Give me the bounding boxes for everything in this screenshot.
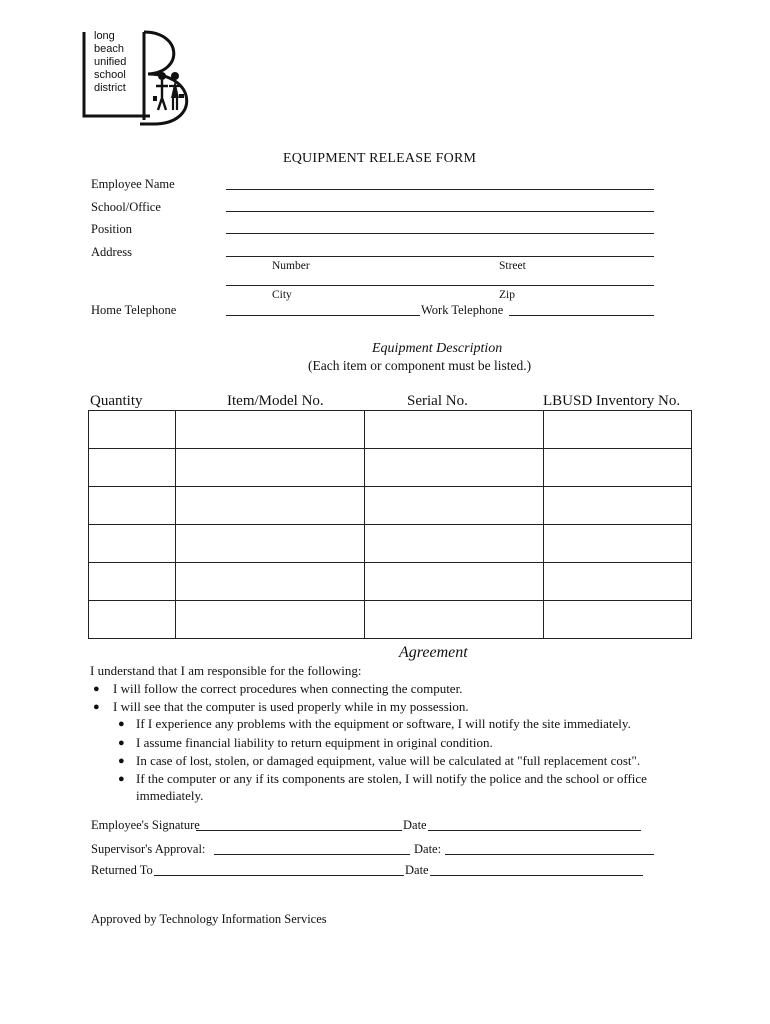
table-row [89, 601, 692, 639]
address-label: Address [91, 245, 132, 259]
bullet-icon: ● [118, 718, 125, 730]
logo-text-line: unified [94, 56, 127, 68]
table-cell[interactable] [365, 601, 544, 639]
employee-signature-label: Employee's Signature [91, 818, 200, 832]
table-cell[interactable] [89, 449, 176, 487]
column-header-inventory: LBUSD Inventory No. [543, 393, 681, 409]
work-telephone-label: Work Telephone [421, 303, 504, 317]
table-cell[interactable] [544, 411, 692, 449]
home-telephone-field[interactable] [226, 315, 420, 316]
position-label: Position [91, 222, 132, 236]
employee-date-field[interactable] [428, 830, 641, 831]
agreement-subitem: If the computer or any if its components are stolen, I will notify the police and the school or office [136, 771, 647, 786]
supervisor-date-field[interactable] [445, 854, 654, 855]
form-title: EQUIPMENT RELEASE FORM [283, 151, 477, 166]
zip-caption: Zip [499, 289, 515, 301]
address-city-field[interactable] [226, 285, 654, 286]
supervisor-date-label: Date: [414, 842, 442, 856]
table-row [89, 449, 692, 487]
agreement-subitem-continued: immediately. [136, 788, 204, 803]
agreement-subitem: I assume financial liability to return equipment in original condition. [136, 735, 493, 750]
table-cell[interactable] [176, 563, 365, 601]
returned-date-label: Date [405, 863, 429, 877]
address-street-field[interactable] [226, 256, 654, 257]
table-cell[interactable] [89, 563, 176, 601]
table-cell[interactable] [89, 601, 176, 639]
logo-text-line: long [94, 30, 115, 42]
table-cell[interactable] [365, 411, 544, 449]
supervisor-approval-field[interactable] [214, 854, 410, 855]
agreement-item: I will see that the computer is used properly while in my possession. [113, 699, 469, 714]
returned-to-label: Returned To [91, 863, 153, 877]
supervisor-approval-label: Supervisor's Approval: [91, 842, 206, 856]
table-cell[interactable] [544, 525, 692, 563]
table-row [89, 487, 692, 525]
logo-text-line: beach [94, 43, 124, 55]
table-cell[interactable] [176, 487, 365, 525]
column-header-serial: Serial No. [407, 393, 468, 409]
table-row [89, 563, 692, 601]
table-row [89, 411, 692, 449]
number-caption: Number [272, 260, 310, 272]
bullet-icon: ● [118, 755, 125, 767]
agreement-intro: I understand that I am responsible for the following: [90, 663, 362, 678]
employee-signature-field[interactable] [196, 830, 402, 831]
bullet-icon: ● [93, 701, 100, 713]
table-cell[interactable] [544, 449, 692, 487]
school-office-field[interactable] [226, 211, 654, 212]
table-cell[interactable] [176, 601, 365, 639]
table-cell[interactable] [89, 525, 176, 563]
table-cell[interactable] [365, 449, 544, 487]
school-office-label: School/Office [91, 200, 161, 214]
table-cell[interactable] [89, 487, 176, 525]
equipment-heading: Equipment Description [372, 341, 503, 356]
table-cell[interactable] [544, 601, 692, 639]
work-telephone-field[interactable] [509, 315, 654, 316]
city-caption: City [272, 289, 292, 301]
employee-name-label: Employee Name [91, 177, 175, 191]
table-cell[interactable] [176, 449, 365, 487]
bullet-icon: ● [118, 737, 125, 749]
table-cell[interactable] [176, 411, 365, 449]
logo-text-line: school [94, 69, 126, 81]
agreement-item: I will follow the correct procedures when connecting the computer. [113, 681, 463, 696]
employee-name-field[interactable] [226, 189, 654, 190]
agreement-subitem: If I experience any problems with the equipment or software, I will notify the site immediately. [136, 716, 631, 731]
agreement-subitem: In case of lost, stolen, or damaged equipment, value will be calculated at "full replacement cost". [136, 753, 641, 768]
equipment-note: (Each item or component must be listed.) [308, 358, 532, 373]
table-cell[interactable] [365, 525, 544, 563]
table-cell[interactable] [544, 487, 692, 525]
home-telephone-label: Home Telephone [91, 303, 177, 317]
column-header-quantity: Quantity [90, 393, 143, 409]
agreement-heading: Agreement [399, 644, 468, 661]
approved-by-note: Approved by Technology Information Services [91, 912, 327, 926]
bullet-icon: ● [118, 773, 125, 785]
table-cell[interactable] [365, 487, 544, 525]
employee-date-label: Date [403, 818, 427, 832]
returned-date-field[interactable] [430, 875, 643, 876]
bullet-icon: ● [93, 683, 100, 695]
table-cell[interactable] [544, 563, 692, 601]
column-header-item-model: Item/Model No. [227, 393, 324, 409]
returned-to-field[interactable] [154, 875, 404, 876]
logo-text-line: district [94, 82, 126, 94]
equipment-table [88, 410, 692, 639]
district-logo [82, 28, 202, 128]
table-cell[interactable] [89, 411, 176, 449]
street-caption: Street [499, 260, 526, 272]
table-cell[interactable] [365, 563, 544, 601]
position-field[interactable] [226, 233, 654, 234]
table-row [89, 525, 692, 563]
table-cell[interactable] [176, 525, 365, 563]
